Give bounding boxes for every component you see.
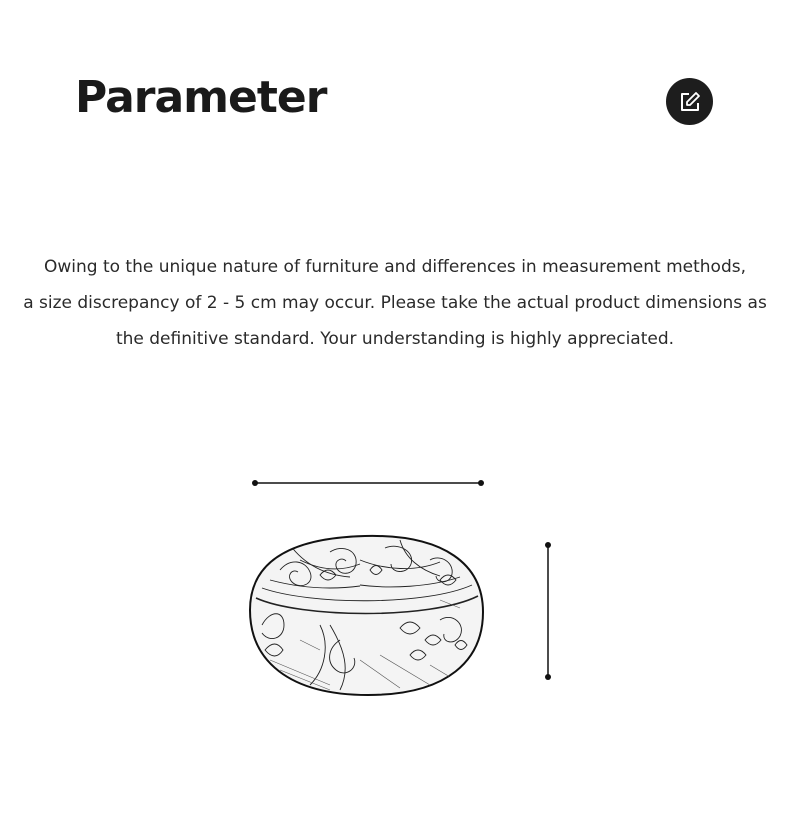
disclaimer-line: Owing to the unique nature of furniture and differences in measurement methods, xyxy=(43,257,747,277)
pouf-illustration xyxy=(250,536,483,695)
disclaimer-line: a size discrepancy of 2 - 5 cm may occur. Please take the actual product dimensions as xyxy=(23,293,767,313)
width-dimension-line xyxy=(252,480,484,486)
page-title: Parameter xyxy=(75,72,327,123)
height-dimension-line xyxy=(545,542,551,680)
edit-button[interactable] xyxy=(666,78,713,125)
size-disclaimer xyxy=(20,249,770,357)
disclaimer-line: the definitive standard. Your understanding is highly appreciated. xyxy=(115,329,675,349)
edit-icon xyxy=(678,90,702,114)
